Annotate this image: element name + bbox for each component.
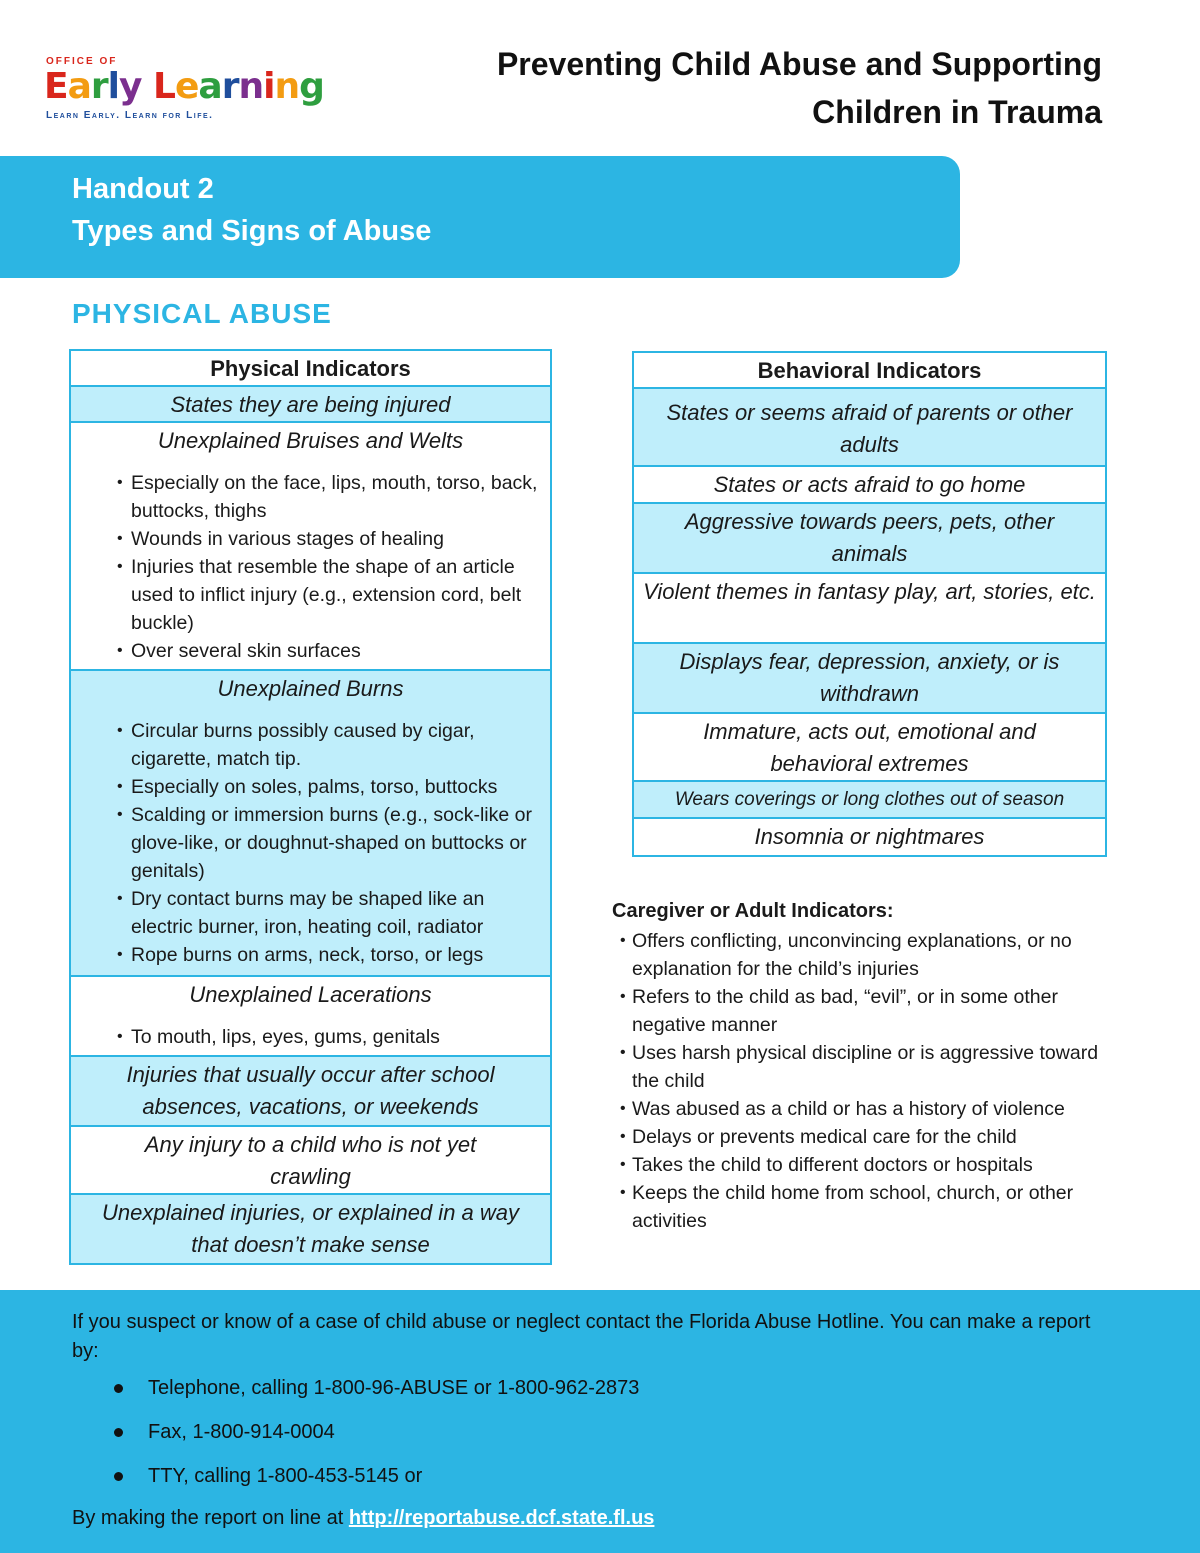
online-report-prefix: By making the report on line at xyxy=(72,1507,349,1529)
behavioral-indicators-table xyxy=(632,351,1107,857)
handout-number: Handout 2 xyxy=(72,173,214,205)
list-item: • Rope burns on arms, neck, torso, or legs xyxy=(71,941,550,969)
list-item: • Keeps the child home from school, church, or other activities xyxy=(612,1179,1112,1235)
lacerations-title: Unexplained Lacerations xyxy=(189,982,432,1007)
hotline-intro: If you suspect or know of a case of child abuse or neglect contact the Florida Abuse Hotline. You can make a report by: xyxy=(72,1311,1091,1362)
behavioral-header: Behavioral Indicators xyxy=(634,353,1105,389)
logo-letter: g xyxy=(299,66,324,107)
logo-letter: n xyxy=(238,66,264,107)
caregiver-list xyxy=(612,927,1112,1235)
logo-letter: L xyxy=(153,66,175,107)
handout-banner xyxy=(0,156,960,278)
behavioral-row: States or seems afraid of parents or other adults xyxy=(634,389,1105,467)
list-item: • Was abused as a child or has a history of violence xyxy=(612,1095,1112,1123)
physical-row-crawling: Any injury to a child who is not yet crawling xyxy=(71,1127,550,1195)
burns-block xyxy=(71,671,550,977)
logo-tagline: Learn Early. Learn for Life. xyxy=(46,110,214,121)
logo-office-text: OFFICE OF xyxy=(46,56,118,67)
logo-brand xyxy=(44,66,324,107)
list-item: • Injuries that resemble the shape of an article used to inflict injury (e.g., extension cord, belt buckle) xyxy=(71,553,550,637)
lacerations-list xyxy=(71,1023,550,1051)
logo-letter: n xyxy=(274,66,300,107)
list-item: • Especially on soles, palms, torso, buttocks xyxy=(71,773,550,801)
lacerations-block xyxy=(71,977,550,1057)
list-item: • Delays or prevents medical care for the child xyxy=(612,1123,1112,1151)
behavioral-row: Wears coverings or long clothes out of season xyxy=(634,782,1105,819)
list-item: • Refers to the child as bad, “evil”, or in some other negative manner xyxy=(612,983,1112,1039)
logo-letter: e xyxy=(174,66,199,107)
behavioral-row: Displays fear, depression, anxiety, or is withdrawn xyxy=(634,644,1105,714)
behavioral-row: Violent themes in fantasy play, art, stories, etc. xyxy=(634,574,1105,644)
logo-letter: a xyxy=(198,66,222,107)
hotline-footer xyxy=(0,1290,1200,1553)
bruises-list xyxy=(71,469,550,665)
handout-subtitle: Types and Signs of Abuse xyxy=(72,215,432,247)
report-method-fax: Fax, 1-800-914-0004 xyxy=(112,1418,639,1462)
logo-letter: l xyxy=(107,66,119,107)
logo xyxy=(44,54,324,124)
report-abuse-link[interactable]: http://reportabuse.dcf.state.fl.us xyxy=(348,1507,655,1529)
behavioral-row: Insomnia or nightmares xyxy=(754,824,985,849)
bruises-title: Unexplained Bruises and Welts xyxy=(157,428,464,453)
caregiver-indicators xyxy=(612,898,1132,1235)
logo-letter: r xyxy=(90,66,108,107)
logo-letter: y xyxy=(119,66,142,107)
logo-letter: E xyxy=(44,66,68,107)
report-methods-list xyxy=(112,1374,639,1506)
title-line-1: Preventing Child Abuse and Supporting xyxy=(496,46,1102,82)
behavioral-row: Immature, acts out, emotional and behavioral extremes xyxy=(634,714,1105,782)
title-line-2: Children in Trauma xyxy=(812,94,1102,130)
logo-letter: r xyxy=(221,66,239,107)
list-item: • Over several skin surfaces xyxy=(71,637,550,665)
list-item: • Uses harsh physical discipline or is aggressive toward the child xyxy=(612,1039,1112,1095)
physical-indicators-table xyxy=(69,349,552,1265)
list-item: • Dry contact burns may be shaped like an electric burner, iron, heating coil, radiator xyxy=(71,885,550,941)
burns-list xyxy=(71,717,550,969)
caregiver-title: Caregiver or Adult Indicators: xyxy=(612,900,894,922)
list-item: • To mouth, lips, eyes, gums, genitals xyxy=(71,1023,550,1051)
bruises-block xyxy=(71,423,550,671)
list-item: • Scalding or immersion burns (e.g., sock-like or glove-like, or doughnut-shaped on buttocks or genitals) xyxy=(71,801,550,885)
logo-letter: i xyxy=(263,66,275,107)
physical-row-after-school: Injuries that usually occur after school absences, vacations, or weekends xyxy=(71,1057,550,1127)
section-title: PHYSICAL ABUSE xyxy=(72,298,332,329)
physical-header: Physical Indicators xyxy=(71,351,550,387)
behavioral-row: Aggressive towards peers, pets, other animals xyxy=(634,504,1105,574)
list-item: • Especially on the face, lips, mouth, torso, back, buttocks, thighs xyxy=(71,469,550,525)
report-method-tty: TTY, calling 1-800-453-5145 or xyxy=(112,1462,639,1506)
logo-letter xyxy=(141,66,153,107)
list-item: • Offers conflicting, unconvincing explanations, or no explanation for the child’s injuries xyxy=(612,927,1112,983)
logo-letter: a xyxy=(67,66,91,107)
physical-row-unexplained: Unexplained injuries, or explained in a way that doesn’t make sense xyxy=(71,1195,550,1263)
online-report-line xyxy=(72,1504,654,1532)
list-item: • Circular burns possibly caused by cigar, cigarette, match tip. xyxy=(71,717,550,773)
list-item: • Takes the child to different doctors or hospitals xyxy=(612,1151,1112,1179)
document-title xyxy=(497,40,1102,136)
report-method-telephone: Telephone, calling 1-800-96-ABUSE or 1-800-962-2873 xyxy=(112,1374,639,1418)
list-item: • Wounds in various stages of healing xyxy=(71,525,550,553)
behavioral-row: States or acts afraid to go home xyxy=(634,467,1105,504)
burns-title: Unexplained Burns xyxy=(217,676,404,701)
physical-row-injured: States they are being injured xyxy=(71,387,550,423)
